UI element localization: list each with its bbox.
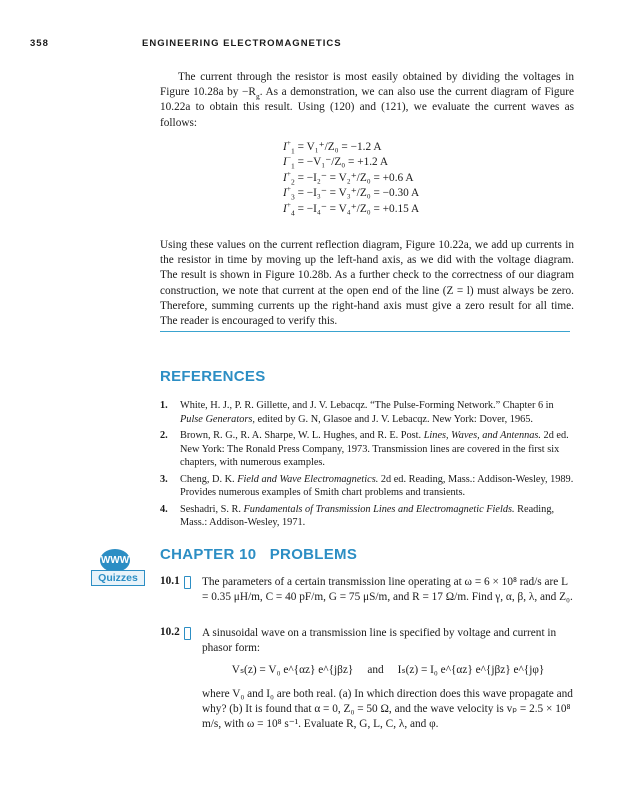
answer-marker-icon: [184, 627, 191, 640]
intro-paragraph: [160, 70, 574, 131]
references-list: [160, 399, 574, 533]
intro-line-1: The current through the resistor is most easily obtained by dividing the voltages: [178, 71, 561, 83]
answer-marker-icon: [184, 576, 191, 589]
reference-item: 3. Cheng, D. K. Field and Wave Electromagnetics. 2d ed. Reading, Mass.: Addison-Wesley, 1989. Provides numerous examples of Smith chart problems and transients.: [160, 473, 574, 498]
problem-10-1-text: The parameters of a certain transmission line operating at ω = 6 × 10⁸ rad/s are L = 0.35 μH/m, C = 40 pF/m, G = 75 μS/m, and R = 17 Ω/m. Find γ, α, β, λ, and Z₀.: [202, 576, 573, 604]
quizzes-link[interactable]: Quizzes: [91, 570, 145, 586]
problem-number: 10.1: [160, 575, 180, 587]
reference-number: 1.: [160, 400, 168, 411]
intro-line-4: waves as follows:: [160, 101, 574, 129]
reference-item: 1. White, H. J., P. R. Gillette, and J. V. Lebacqz. “The Pulse-Forming Network.” Chapter 6 in Pulse Generators, edited by G. N, Glasoe and J. V. Lebacqz. New York: Dover, 1965.: [160, 400, 554, 425]
chapter-problems-heading: CHAPTER 10 PROBLEMS: [160, 546, 358, 563]
references-heading: REFERENCES: [160, 368, 266, 385]
reference-number: 3.: [160, 473, 168, 485]
reference-item: 4. Seshadri, S. R. Fundamentals of Transmission Lines and Electromagnetic Fields. Reading, Mass.: Addison-Wesley, 1971.: [160, 503, 555, 528]
equation-4: $I^+_3 = -I_3^- = V_3^+/Z_0 = -0.30$ A: [283, 184, 420, 202]
reference-number: 2.: [160, 430, 168, 441]
intro-line-2: in Figure 10.28a by −R: [160, 71, 574, 99]
equation-3: $I^+_2 = -I_2^- = V_2^+/Z_0 = +0.6$ A: [283, 169, 414, 187]
running-title: ENGINEERING ELECTROMAGNETICS: [142, 38, 342, 49]
reference-item: 2. Brown, R. G., R. A. Sharpe, W. L. Hughes, and R. E. Post. Lines, Waves, and Antennas. 2d ed. New York: The Ronald Press Company, 1973. Transmission lines are covered in the first six chapters, with numerous examples.: [160, 430, 569, 468]
rg-subscript: g: [255, 91, 260, 101]
verification-paragraph: [160, 238, 574, 329]
reference-number: 4.: [160, 503, 168, 515]
running-header: [30, 38, 590, 49]
current-equations: [283, 140, 419, 217]
page-number: 358: [30, 38, 49, 49]
equation-5: $I^+_4 = -I_4^- = V_4^+/Z_0 = +0.15$ A: [283, 199, 420, 217]
www-globe-icon[interactable]: WWW: [100, 549, 130, 572]
equation-1: $I^+_1 = V_1^+/Z_0 = -1.2$ A: [283, 138, 382, 156]
verification-text: Using these values on the current reflection diagram, Figure 10.22a, we add up currents in the resistor in time by moving up the left-hand axis, as we did with the voltage diagram. The result is shown in Figure 10.28b. As a further check to the correctness of our diagram construction, we note that current at the open end of the line (Z = l) must always be zero. Therefore, summing currents up the right-hand axis must give a zero result for all time. The reader is encouraged to verify this.: [160, 239, 574, 328]
intro-line-2-rest: . As a demonstration, we can also use the current diagram: [259, 86, 528, 99]
equation-2: $I^-_1 = -V_1^-/Z_0 = +1.2$ A: [283, 153, 389, 171]
section-divider: [160, 331, 570, 332]
problem-10-2-text: A sinusoidal wave on a transmission line is specified by voltage and current in phasor form: Vₛ(z) = V₀ e^{αz} e^{jβz} and Iₛ(z) = I₀ e^{αz} e^{jβz} e^{jφ} where V₀ and I₀ are both real. (a) In which direction does this wave propagate and why? (b) It is found that α = 0, Z₀ = 50 Ω, and the wave velocity is vₚ = 2.5 × 10⁸ m/s, with ω = 10⁸ s⁻¹. Evaluate R, G, L, C, λ, and φ.: [202, 627, 573, 731]
phasor-equation: Vₛ(z) = V₀ e^{αz} e^{jβz} and Iₛ(z) = I₀ e^{αz} e^{jβz} e^{jφ}: [231, 664, 545, 677]
intro-line-3: of Figure 10.22a to obtain this result. Using (120) and (121), we evaluate the current: [160, 86, 575, 114]
problem-number: 10.2: [160, 626, 180, 638]
